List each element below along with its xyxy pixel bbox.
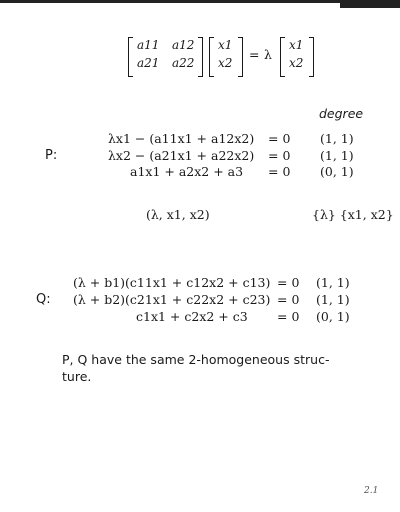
matrix-right-bracket	[198, 37, 203, 77]
q-row1-lhs: (λ + b1)(c11x1 + c12x2 + c13)	[73, 275, 271, 290]
matrix-a21: a21	[137, 56, 160, 70]
vector-left-bracket	[209, 37, 214, 77]
q-row2-degree: (1, 1)	[316, 292, 350, 307]
lambda-symbol: λ	[264, 47, 272, 62]
rhs-vector-x1: x1	[289, 38, 304, 52]
top-edge-dark-corner	[340, 0, 400, 8]
matrix-a22: a22	[172, 56, 195, 70]
p-row2-degree: (1, 1)	[320, 148, 354, 163]
p-row1-lhs: λx1 − (a11x1 + a12x2)	[108, 131, 255, 146]
vector-right-bracket	[238, 37, 243, 77]
p-row1-degree: (1, 1)	[320, 131, 354, 146]
conclusion-line1: P, Q have the same 2-homogeneous struc-	[62, 352, 330, 367]
p-row1-eq: = 0	[268, 131, 291, 146]
matrix-a11: a11	[137, 38, 160, 52]
vector-x2: x2	[218, 56, 233, 70]
conclusion-line2: ture.	[62, 369, 92, 384]
p-row3-eq: = 0	[268, 164, 291, 179]
system-p-label: P:	[45, 148, 58, 163]
system-q-label: Q:	[36, 292, 51, 307]
q-row2-eq: = 0	[277, 292, 300, 307]
q-row3-lhs: c1x1 + c2x2 + c3	[136, 309, 248, 324]
q-row1-eq: = 0	[277, 275, 300, 290]
p-row2-lhs: λx2 − (a21x1 + a22x2)	[108, 148, 255, 163]
q-row3-eq: = 0	[277, 309, 300, 324]
equals-sign: =	[249, 47, 260, 62]
degree-header: degree	[319, 106, 364, 121]
p-row3-degree: (0, 1)	[320, 164, 354, 179]
q-row2-lhs: (λ + b2)(c21x1 + c22x2 + c23)	[73, 292, 271, 307]
p-row3-lhs: a1x1 + a2x2 + a3	[130, 164, 244, 179]
page-number: 2.1	[364, 486, 379, 496]
p-row2-eq: = 0	[268, 148, 291, 163]
variables-tuple: (λ, x1, x2)	[146, 207, 210, 222]
variable-partition: {λ} {x1, x2}	[312, 207, 394, 222]
rhs-vector-right-bracket	[309, 37, 314, 77]
vector-x1: x1	[218, 38, 233, 52]
matrix-a12: a12	[172, 38, 195, 52]
rhs-vector-x2: x2	[289, 56, 304, 70]
rhs-vector-left-bracket	[280, 37, 285, 77]
matrix-left-bracket	[128, 37, 133, 77]
q-row1-degree: (1, 1)	[316, 275, 350, 290]
q-row3-degree: (0, 1)	[316, 309, 350, 324]
